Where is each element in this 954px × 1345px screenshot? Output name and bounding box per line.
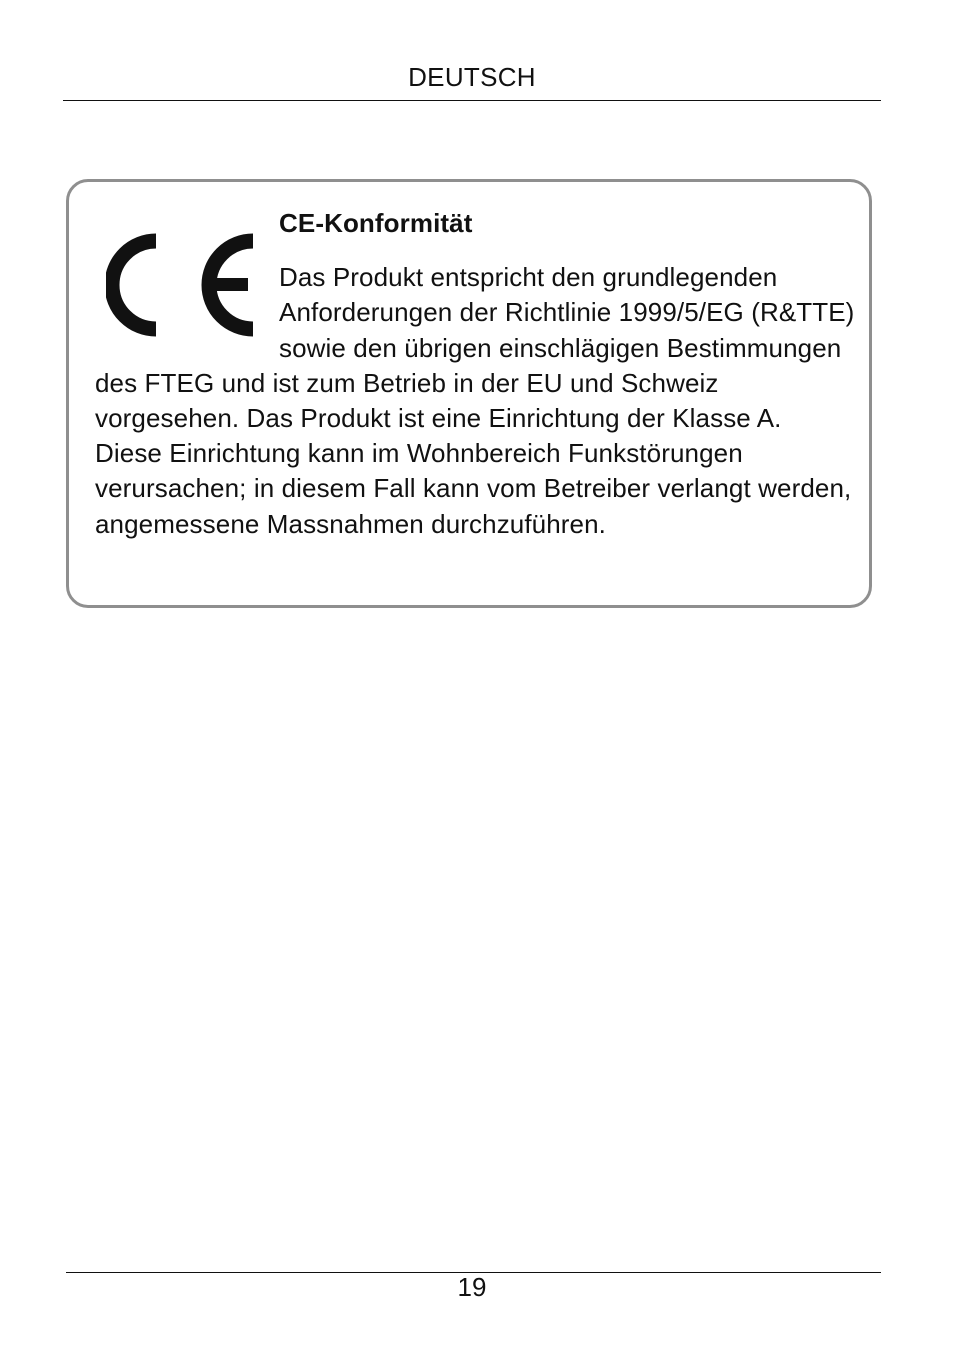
page-number: 19 xyxy=(457,1272,487,1302)
ce-conformity-text xyxy=(95,206,855,542)
ce-conformity-heading: CE-Konformität xyxy=(279,208,473,238)
ce-conformity-body: Das Produkt entspricht den grundlegenden Anforderungen der Richtlinie 1999/5/EG (R&TTE) sowie den übrigen einschlägigen Bestimmungen des FTEG und ist zum Betrieb in der EU und Schweiz vorgesehen. Das Produkt ist eine Einrichtung der Klasse A. Diese Einrichtung kann im Wohnbereich Funkstörungen verursachen; in diesem Fall kann vom Betreiber verlangt werden, angemessene Massnahmen durchzuführen. xyxy=(95,262,855,539)
header-divider xyxy=(63,100,881,101)
logo-text-wrap-spacer xyxy=(95,206,279,351)
page-header-title: DEUTSCH xyxy=(408,62,536,92)
